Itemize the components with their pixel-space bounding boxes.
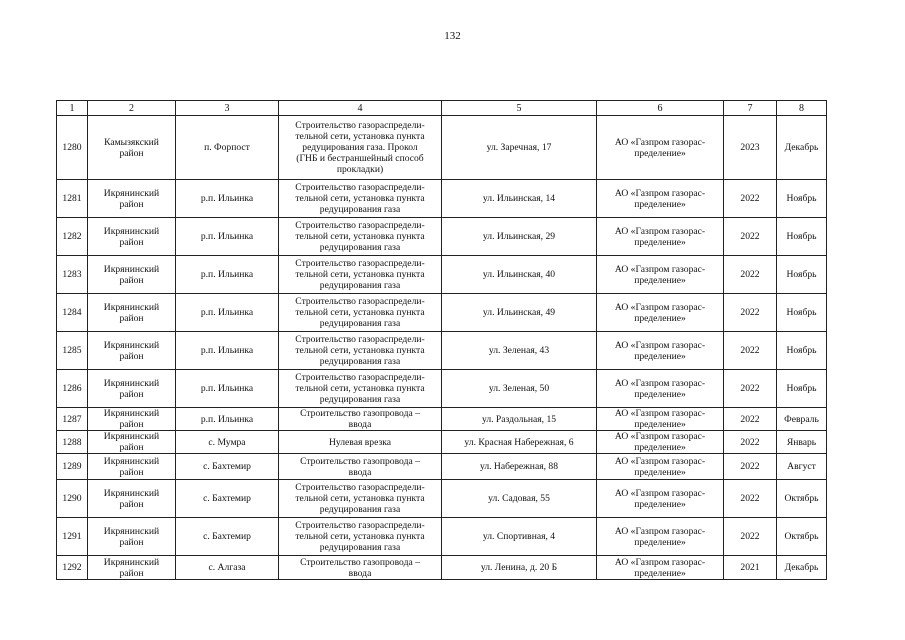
cell-work-description: Строительство газораспредели- тельной сети, установка пункта редуцирования газа bbox=[279, 218, 442, 256]
cell-address: ул. Ильинская, 49 bbox=[442, 294, 597, 332]
page-number: 132 bbox=[444, 30, 461, 42]
cell-work-description: Нулевая врезка bbox=[279, 431, 442, 454]
cell-district: Икрянинский район bbox=[88, 454, 176, 480]
cell-row-number: 1280 bbox=[57, 116, 88, 180]
table-row bbox=[57, 116, 827, 180]
cell-district: Икрянинский район bbox=[88, 294, 176, 332]
cell-row-number: 1288 bbox=[57, 431, 88, 454]
cell-row-number: 1286 bbox=[57, 370, 88, 408]
cell-work-description: Строительство газораспредели- тельной сети, установка пункта редуцирования газа bbox=[279, 294, 442, 332]
cell-year: 2022 bbox=[724, 480, 777, 518]
cell-district: Камызякский район bbox=[88, 116, 176, 180]
cell-work-description: Строительство газораспредели- тельной сети, установка пункта редуцирования газа bbox=[279, 256, 442, 294]
cell-work-description: Строительство газопровода – ввода bbox=[279, 556, 442, 580]
cell-settlement: р.п. Ильинка bbox=[176, 294, 279, 332]
cell-month: Октябрь bbox=[777, 518, 827, 556]
cell-year: 2022 bbox=[724, 518, 777, 556]
cell-contractor: АО «Газпром газорас- пределение» bbox=[597, 454, 724, 480]
cell-work-description: Строительство газораспредели- тельной сети, установка пункта редуцирования газа bbox=[279, 180, 442, 218]
cell-settlement: с. Мумра bbox=[176, 431, 279, 454]
cell-settlement: с. Бахтемир bbox=[176, 454, 279, 480]
table-row bbox=[57, 256, 827, 294]
table-row bbox=[57, 218, 827, 256]
column-header-1: 1 bbox=[57, 101, 88, 116]
cell-district: Икрянинский район bbox=[88, 408, 176, 431]
cell-address: ул. Набережная, 88 bbox=[442, 454, 597, 480]
cell-contractor: АО «Газпром газорас- пределение» bbox=[597, 431, 724, 454]
table-row bbox=[57, 408, 827, 431]
cell-year: 2022 bbox=[724, 218, 777, 256]
cell-contractor: АО «Газпром газорас- пределение» bbox=[597, 294, 724, 332]
cell-month: Декабрь bbox=[777, 116, 827, 180]
cell-district: Икрянинский район bbox=[88, 556, 176, 580]
cell-address: ул. Садовая, 55 bbox=[442, 480, 597, 518]
cell-address: ул. Ильинская, 14 bbox=[442, 180, 597, 218]
cell-address: ул. Красная Набережная, 6 bbox=[442, 431, 597, 454]
cell-contractor: АО «Газпром газорас- пределение» bbox=[597, 370, 724, 408]
cell-work-description: Строительство газораспредели- тельной сети, установка пункта редуцирования газа bbox=[279, 480, 442, 518]
cell-contractor: АО «Газпром газорас- пределение» bbox=[597, 480, 724, 518]
cell-district: Икрянинский район bbox=[88, 256, 176, 294]
cell-row-number: 1289 bbox=[57, 454, 88, 480]
table-row bbox=[57, 480, 827, 518]
column-header-6: 6 bbox=[597, 101, 724, 116]
cell-row-number: 1290 bbox=[57, 480, 88, 518]
cell-year: 2022 bbox=[724, 408, 777, 431]
cell-contractor: АО «Газпром газорас- пределение» bbox=[597, 218, 724, 256]
cell-district: Икрянинский район bbox=[88, 518, 176, 556]
cell-contractor: АО «Газпром газорас- пределение» bbox=[597, 518, 724, 556]
table-row bbox=[57, 294, 827, 332]
cell-month: Январь bbox=[777, 431, 827, 454]
cell-address: ул. Зеленая, 43 bbox=[442, 332, 597, 370]
table-row bbox=[57, 332, 827, 370]
cell-address: ул. Раздольная, 15 bbox=[442, 408, 597, 431]
cell-settlement: с. Бахтемир bbox=[176, 480, 279, 518]
cell-settlement: р.п. Ильинка bbox=[176, 256, 279, 294]
cell-contractor: АО «Газпром газорас- пределение» bbox=[597, 180, 724, 218]
cell-work-description: Строительство газораспредели- тельной сети, установка пункта редуцирования газа bbox=[279, 332, 442, 370]
cell-work-description: Строительство газораспредели- тельной сети, установка пункта редуцирования газа bbox=[279, 518, 442, 556]
cell-settlement: с. Бахтемир bbox=[176, 518, 279, 556]
column-header-7: 7 bbox=[724, 101, 777, 116]
cell-district: Икрянинский район bbox=[88, 480, 176, 518]
cell-settlement: р.п. Ильинка bbox=[176, 370, 279, 408]
cell-year: 2022 bbox=[724, 431, 777, 454]
cell-month: Ноябрь bbox=[777, 294, 827, 332]
column-header-3: 3 bbox=[176, 101, 279, 116]
gasification-schedule-table bbox=[56, 100, 827, 580]
column-header-5: 5 bbox=[442, 101, 597, 116]
cell-address: ул. Спортивная, 4 bbox=[442, 518, 597, 556]
table-row bbox=[57, 518, 827, 556]
cell-address: ул. Ильинская, 40 bbox=[442, 256, 597, 294]
cell-district: Икрянинский район bbox=[88, 370, 176, 408]
cell-work-description: Строительство газораспредели- тельной сети, установка пункта редуцирования газа. Прокол (ГНБ и бестраншейный способ прокладки) bbox=[279, 116, 442, 180]
cell-row-number: 1284 bbox=[57, 294, 88, 332]
cell-district: Икрянинский район bbox=[88, 180, 176, 218]
table-row bbox=[57, 180, 827, 218]
cell-work-description: Строительство газопровода – ввода bbox=[279, 454, 442, 480]
table-row bbox=[57, 370, 827, 408]
cell-address: ул. Ильинская, 29 bbox=[442, 218, 597, 256]
cell-year: 2022 bbox=[724, 370, 777, 408]
cell-address: ул. Заречная, 17 bbox=[442, 116, 597, 180]
cell-month: Ноябрь bbox=[777, 370, 827, 408]
cell-month: Февраль bbox=[777, 408, 827, 431]
cell-contractor: АО «Газпром газорас- пределение» bbox=[597, 332, 724, 370]
cell-contractor: АО «Газпром газорас- пределение» bbox=[597, 116, 724, 180]
header-row bbox=[57, 101, 827, 116]
cell-year: 2022 bbox=[724, 180, 777, 218]
cell-district: Икрянинский район bbox=[88, 431, 176, 454]
cell-row-number: 1281 bbox=[57, 180, 88, 218]
cell-contractor: АО «Газпром газорас- пределение» bbox=[597, 408, 724, 431]
cell-work-description: Строительство газопровода – ввода bbox=[279, 408, 442, 431]
cell-row-number: 1292 bbox=[57, 556, 88, 580]
table-row bbox=[57, 556, 827, 580]
table-row bbox=[57, 454, 827, 480]
column-header-8: 8 bbox=[777, 101, 827, 116]
table-row bbox=[57, 431, 827, 454]
cell-month: Ноябрь bbox=[777, 332, 827, 370]
cell-address: ул. Ленина, д. 20 Б bbox=[442, 556, 597, 580]
cell-year: 2022 bbox=[724, 454, 777, 480]
cell-work-description: Строительство газораспредели- тельной сети, установка пункта редуцирования газа bbox=[279, 370, 442, 408]
cell-address: ул. Зеленая, 50 bbox=[442, 370, 597, 408]
cell-settlement: р.п. Ильинка bbox=[176, 332, 279, 370]
cell-contractor: АО «Газпром газорас- пределение» bbox=[597, 556, 724, 580]
cell-row-number: 1282 bbox=[57, 218, 88, 256]
cell-year: 2023 bbox=[724, 116, 777, 180]
cell-month: Декабрь bbox=[777, 556, 827, 580]
cell-month: Ноябрь bbox=[777, 180, 827, 218]
cell-year: 2021 bbox=[724, 556, 777, 580]
cell-year: 2022 bbox=[724, 256, 777, 294]
cell-settlement: с. Алгаза bbox=[176, 556, 279, 580]
cell-settlement: р.п. Ильинка bbox=[176, 180, 279, 218]
cell-year: 2022 bbox=[724, 294, 777, 332]
cell-row-number: 1287 bbox=[57, 408, 88, 431]
cell-row-number: 1283 bbox=[57, 256, 88, 294]
cell-year: 2022 bbox=[724, 332, 777, 370]
cell-settlement: р.п. Ильинка bbox=[176, 218, 279, 256]
cell-row-number: 1291 bbox=[57, 518, 88, 556]
cell-settlement: р.п. Ильинка bbox=[176, 408, 279, 431]
cell-month: Октябрь bbox=[777, 480, 827, 518]
cell-district: Икрянинский район bbox=[88, 332, 176, 370]
cell-contractor: АО «Газпром газорас- пределение» bbox=[597, 256, 724, 294]
cell-month: Ноябрь bbox=[777, 256, 827, 294]
column-header-2: 2 bbox=[88, 101, 176, 116]
cell-month: Август bbox=[777, 454, 827, 480]
cell-district: Икрянинский район bbox=[88, 218, 176, 256]
cell-row-number: 1285 bbox=[57, 332, 88, 370]
column-header-4: 4 bbox=[279, 101, 442, 116]
cell-month: Ноябрь bbox=[777, 218, 827, 256]
cell-settlement: п. Форпост bbox=[176, 116, 279, 180]
